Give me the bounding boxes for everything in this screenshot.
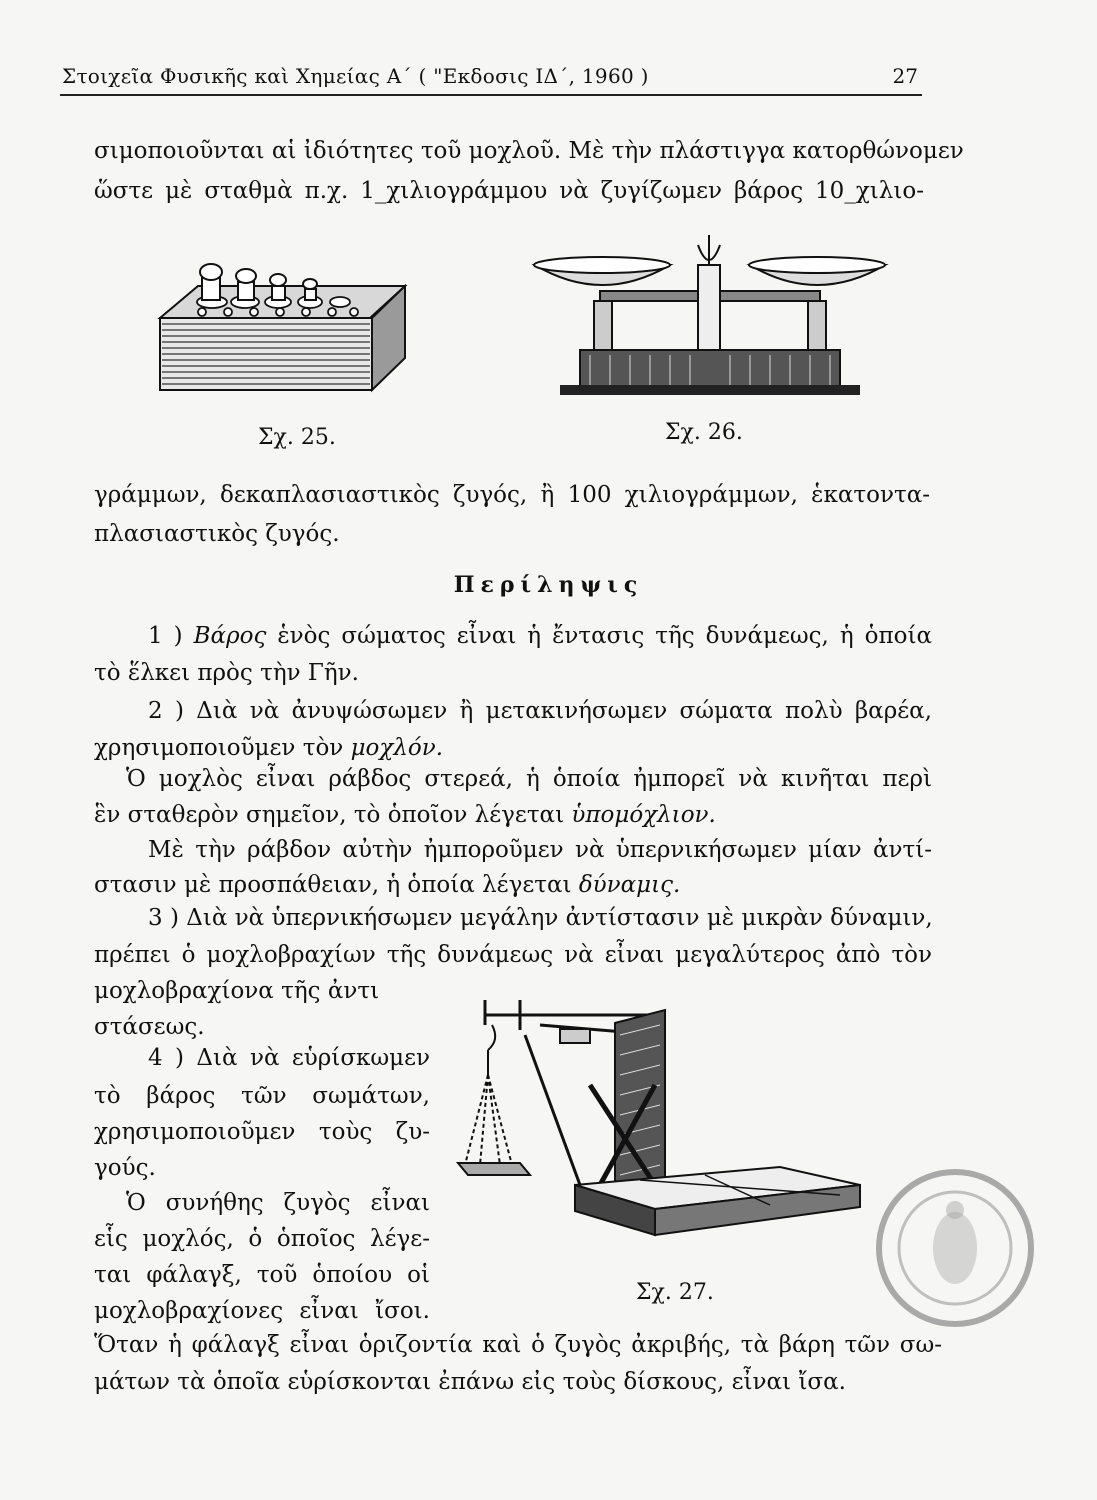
summary-p2c-line1: Μὲ τὴν ράβδον αὐτὴν ἠμποροῦμεν νὰ ὑπερνικήσωμεν μίαν ἀντί- (148, 837, 932, 863)
summary-p2-line2 (94, 737, 443, 760)
summary-p1-line1 (148, 625, 932, 648)
summary-p2c-line2 (94, 874, 680, 897)
summary-p2b-line1: Ὁ μοχλὸς εἶναι ράβδος στερεά, ἡ ὁποία ἠμπορεῖ νὰ κινῆται περὶ (126, 766, 932, 792)
p2-term-lever: μοχλόν. (350, 735, 444, 761)
summary-p2-line1: 2 ) Διὰ νὰ ἀνυψώσωμεν ἢ μετακινήσωμεν σώματα πολὺ βαρέα, (148, 698, 932, 724)
summary-p2b-line2 (94, 804, 716, 827)
p1-text: ἑνὸς σώματος εἶναι ἡ ἔντασις τῆς δυνάμεως, ἡ ὁποία (277, 623, 932, 649)
intro-line-2: ὥστε μὲ σταθμὰ π.χ. 1_χιλιογράμμου νὰ ζυγίζωμεν βάρος 10_χιλιο- (94, 178, 924, 204)
p2-line2-text: χρησιμοποιοῦμεν τὸν (94, 735, 344, 761)
p2c-term-force: δύναμις. (578, 872, 681, 898)
page-number: 27 (892, 64, 918, 88)
summary-p5-line3: ται φάλαγξ, τοῦ ὁποίου οἱ (94, 1262, 430, 1288)
summary-p3-line4: στάσεως. (94, 1014, 205, 1040)
balance-scale-illustration (530, 235, 920, 400)
text-line-after-figs-2: πλασιαστικὸς ζυγός. (94, 521, 340, 547)
page-header (60, 62, 922, 96)
summary-p5-line4: μοχλοβραχίονες εἶναι ἴσοι. (94, 1298, 430, 1324)
p2b-term-fulcrum: ὑπομόχλιον. (571, 802, 716, 828)
fig26-caption: Σχ. 26. (665, 420, 743, 445)
summary-p1-line2: τὸ ἕλκει πρὸς τὴν Γῆν. (94, 660, 359, 686)
summary-p4-line1: 4 ) Διὰ νὰ εὑρίσκωμεν (148, 1045, 430, 1071)
text-line-after-figs-1: γράμμων, δεκαπλασιαστικὸς ζυγός, ἢ 100 χιλιογράμμων, ἑκατοντα- (94, 482, 930, 508)
summary-p4-line4: γούς. (94, 1155, 156, 1181)
p2c-line2-text: στασιν μὲ προσπάθειαν, ἡ ὁποία λέγεται (94, 872, 572, 898)
summary-p3-line3: μοχλοβραχίονα τῆς ἀντι (94, 978, 380, 1004)
summary-p3-line1: 3 ) Διὰ νὰ ὑπερνικήσωμεν μεγάλην ἀντίστασιν μὲ μικρὰν δύναμιν, (148, 905, 933, 931)
fig25-caption: Σχ. 25. (258, 425, 336, 450)
header-title: Στοιχεῖα Φυσικῆς καὶ Χημείας Α΄ ( "Εκδοσις ΙΔ΄, 1960 ) (62, 64, 649, 88)
p1-term: Βάρος (193, 623, 267, 649)
section-heading: Περίληψις (453, 572, 644, 598)
summary-p6-line2: μάτων τὰ ὁποῖα εὑρίσκονται ἐπάνω εἰς τοὺς δίσκους, εἶναι ἴσα. (94, 1369, 846, 1395)
summary-p4-line2: τὸ βάρος τῶν σωμάτων, (94, 1083, 430, 1109)
platform-scale-illustration (440, 995, 870, 1245)
summary-p4-line3: χρησιμοποιοῦμεν τοὺς ζυ- (94, 1119, 430, 1145)
summary-p5-line2: εἷς μοχλός, ὁ ὁποῖος λέγε- (94, 1226, 430, 1252)
fig27-caption: Σχ. 27. (636, 1280, 714, 1305)
intro-line-1: σιμοποιοῦνται αἱ ἰδιότητες τοῦ μοχλοῦ. Μὲ τὴν πλάστιγγα κατορθώνομεν (94, 138, 964, 164)
p1-number: 1 ) (148, 623, 183, 649)
library-seal-stamp (870, 1160, 1040, 1335)
summary-p6-line1: Ὅταν ἡ φάλαγξ εἶναι ὁριζοντία καὶ ὁ ζυγὸς ἀκριβής, τὰ βάρη τῶν σω- (94, 1332, 942, 1358)
weights-box-illustration (150, 258, 415, 398)
summary-p5-line1: Ὁ συνήθης ζυγὸς εἶναι (126, 1190, 430, 1216)
p2b-line2-text: ἓν σταθερὸν σημεῖον, τὸ ὁποῖον λέγεται (94, 802, 565, 828)
summary-p3-line2: πρέπει ὁ μοχλοβραχίων τῆς δυνάμεως νὰ εἶναι μεγαλύτερος ἀπὸ τὸν (94, 942, 932, 968)
